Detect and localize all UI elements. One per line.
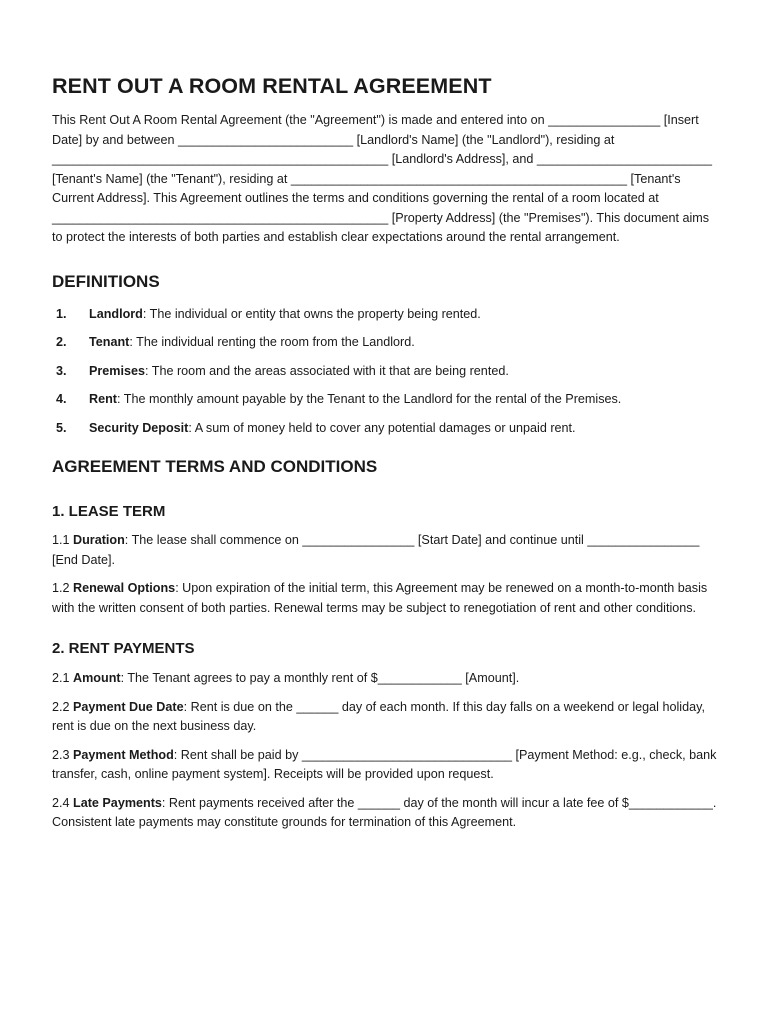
list-number: 1.	[56, 306, 67, 321]
clause-paragraph	[52, 746, 720, 785]
clause-term: Payment Due Date	[73, 699, 184, 714]
list-number: 4.	[56, 392, 67, 406]
clause-term: Late Payments	[73, 795, 162, 810]
definition-term: Landlord	[89, 306, 143, 321]
clause-number: 2.4	[52, 795, 74, 810]
definition-text: : The monthly amount payable by the Tenant to the Landlord for the rental of the Premises.	[117, 392, 622, 406]
clause-number: 2.1	[52, 671, 74, 685]
list-item	[52, 390, 720, 410]
list-number: 5.	[56, 420, 67, 435]
definition-text: : A sum of money held to cover any potential damages or unpaid rent.	[188, 420, 576, 435]
list-item	[52, 362, 720, 382]
clause-term: Renewal Options	[73, 581, 176, 595]
definition-term: Tenant	[89, 335, 130, 349]
definition-term: Premises	[89, 363, 146, 378]
list-number: 3.	[56, 363, 67, 378]
clause-paragraph	[52, 698, 720, 737]
clause-term: Duration	[73, 533, 125, 547]
clause-paragraph	[52, 579, 720, 618]
clause-number: 1.1	[52, 533, 74, 547]
clause-text: : Upon expiration of the initial term, this Agreement may be renewed on a month-to-month basis with the written consent of both parties. Renewal terms may be subject to renegotiation of rent and other conditions.	[52, 581, 708, 615]
clause-paragraph	[52, 531, 720, 570]
list-number: 2.	[56, 335, 67, 349]
document-page	[52, 72, 720, 833]
clause-text: : Rent is due on the ______ day of each month. If this day falls on a weekend or legal holiday, rent is due on the next business day.	[52, 699, 705, 733]
definitions-list	[52, 305, 720, 439]
rent-payments-heading: 2. RENT PAYMENTS	[52, 640, 195, 657]
definition-term: Security Deposit	[89, 420, 189, 435]
clause-number: 2.3	[52, 747, 74, 762]
clause-number: 2.2	[52, 699, 74, 714]
clause-term: Payment Method	[73, 747, 174, 762]
list-item	[52, 419, 720, 439]
clause-number: 1.2	[52, 581, 74, 595]
definition-term: Rent	[89, 392, 117, 406]
definition-text: : The room and the areas associated with it that are being rented.	[145, 363, 509, 378]
document-title: RENT OUT A ROOM RENTAL AGREEMENT	[52, 74, 492, 98]
clause-text: : Rent shall be paid by ______________________________ [Payment Method: e.g., check, bank transfer, cash, online payment system]. Receipts will be provided upon request.	[52, 747, 717, 781]
clause-paragraph	[52, 669, 720, 689]
definition-text: : The individual renting the room from the Landlord.	[129, 335, 415, 349]
terms-heading: AGREEMENT TERMS AND CONDITIONS	[52, 457, 378, 476]
clause-paragraph	[52, 794, 720, 833]
list-item	[52, 333, 720, 353]
definitions-heading: DEFINITIONS	[52, 271, 160, 291]
clause-text: : Rent payments received after the ______ day of the month will incur a late fee of $____________. Consistent late payments may constitute grounds for termination of this Agreement.	[52, 795, 717, 829]
clause-term: Amount	[73, 671, 121, 685]
intro-paragraph: This Rent Out A Room Rental Agreement (the "Agreement") is made and entered into on ________________ [Insert Date] by and between _________________________ [Landlord's Name] (the "Landlord"), residing at ________________________________________________ [Landlord's Address], and _________________________ [Tenant's Name] (the "Tenant"), residing at ________________________________________________ [Tenant's Current Address]. This Agreement outlines the terms and conditions governing the rental of a room located at ________________________________________________ [Property Address] (the "Premises"). This document aims to protect the interests of both parties and establish clear expectations around the rental arrangement.	[52, 113, 713, 244]
list-item	[52, 305, 720, 325]
definition-text: : The individual or entity that owns the property being rented.	[142, 306, 481, 321]
lease-term-heading: 1. LEASE TERM	[52, 503, 166, 520]
clause-text: : The Tenant agrees to pay a monthly rent of $____________ [Amount].	[120, 671, 520, 685]
clause-text: : The lease shall commence on ________________ [Start Date] and continue until ________________ [End Date].	[52, 533, 700, 567]
